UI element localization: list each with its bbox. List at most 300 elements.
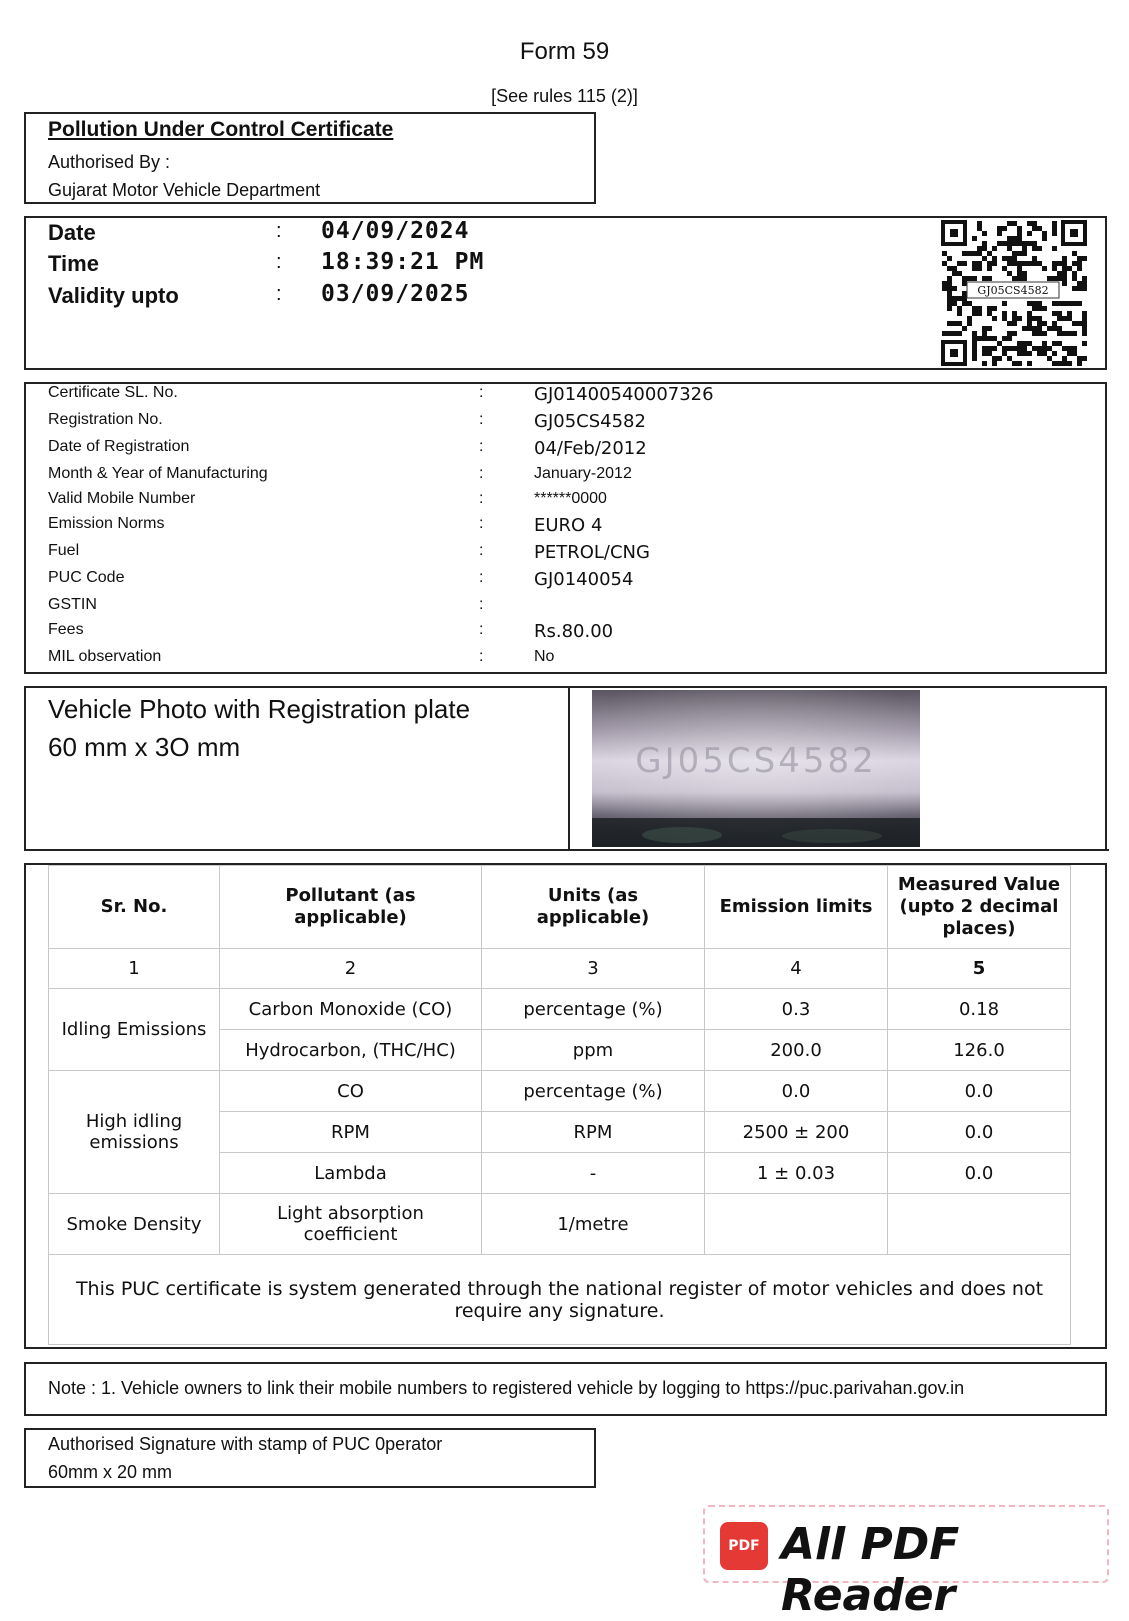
date-value: 04/09/2024 (321, 218, 470, 244)
qr-module (947, 256, 952, 261)
qr-module (1007, 256, 1012, 261)
detail-row (26, 542, 1105, 568)
qr-module (992, 261, 997, 266)
qr-module (1082, 256, 1087, 261)
qr-module (1037, 346, 1042, 351)
qr-module (972, 261, 977, 266)
note-text: Note : 1. Vehicle owners to link their mobile numbers to registered vehicle by logging to https://puc.parivahan.gov.in (48, 1378, 965, 1398)
qr-module (1057, 341, 1062, 346)
qr-module (947, 296, 952, 301)
qr-module (1062, 356, 1067, 361)
qr-module (952, 301, 957, 306)
qr-module (1032, 316, 1037, 321)
qr-module (1017, 361, 1022, 366)
detail-colon: : (479, 621, 484, 638)
qr-module (1032, 331, 1037, 336)
table-row (49, 1194, 1071, 1255)
qr-module (972, 306, 977, 311)
qr-module (977, 226, 982, 231)
pollutant-cell: Hydrocarbon, (THC/HC) (220, 1030, 482, 1071)
qr-module (957, 311, 962, 316)
qr-module (1027, 311, 1032, 316)
detail-row (26, 621, 1105, 647)
qr-module (982, 351, 987, 356)
qr-module (992, 336, 997, 341)
qr-module (977, 336, 982, 341)
qr-module (1027, 231, 1032, 236)
qr-module (1072, 261, 1077, 266)
measured-cell: 0.0 (888, 1071, 1071, 1112)
qr-module (1082, 281, 1087, 286)
detail-row (26, 411, 1105, 437)
qr-module (1067, 346, 1072, 351)
qr-module (1007, 336, 1012, 341)
qr-module (1062, 281, 1067, 286)
qr-module (1012, 321, 1017, 326)
detail-colon: : (479, 411, 484, 428)
qr-module (972, 236, 977, 241)
qr-module (1082, 356, 1087, 361)
qr-module (1032, 221, 1037, 226)
qr-module (987, 251, 992, 256)
qr-module (972, 341, 977, 346)
unit-cell: percentage (%) (482, 1071, 705, 1112)
detail-value: 04/Feb/2012 (534, 438, 647, 459)
qr-module (952, 331, 957, 336)
detail-value: Rs.80.00 (534, 621, 614, 642)
qr-module (1057, 276, 1062, 281)
qr-module (1022, 241, 1027, 246)
qr-module (1017, 261, 1022, 266)
qr-module (1007, 321, 1012, 326)
qr-module (1042, 236, 1047, 241)
qr-module (1052, 231, 1057, 236)
qr-module (1002, 301, 1007, 306)
qr-module (987, 346, 992, 351)
qr-module (1027, 326, 1032, 331)
header-units: Units (as applicable) (482, 866, 705, 949)
qr-module (992, 361, 997, 366)
qr-module (1082, 316, 1087, 321)
qr-module (1007, 271, 1012, 276)
qr-module (947, 331, 952, 336)
qr-module (987, 261, 992, 266)
qr-module (1067, 351, 1072, 356)
qr-module (1022, 251, 1027, 256)
qr-module (1012, 276, 1017, 281)
qr-module (1017, 266, 1022, 271)
qr-module (972, 336, 977, 341)
form-title: Form 59 (519, 38, 610, 65)
qr-module (1027, 351, 1032, 356)
qr-module (942, 261, 947, 266)
qr-module (947, 281, 952, 286)
pollutant-cell: RPM (220, 1112, 482, 1153)
time-colon: : (276, 251, 282, 273)
qr-module (1082, 276, 1087, 281)
qr-module (962, 276, 967, 281)
qr-module (1072, 251, 1077, 256)
col-number-4: 4 (705, 949, 888, 989)
col-number-1: 1 (49, 949, 220, 989)
photo-box (24, 686, 1107, 851)
detail-value: No (534, 648, 555, 665)
qr-module (1007, 331, 1012, 336)
detail-label: Fuel (48, 542, 80, 559)
qr-module (957, 331, 962, 336)
qr-module (1057, 271, 1062, 276)
detail-value: January-2012 (534, 465, 632, 482)
emission-box (24, 863, 1107, 1349)
detail-row (26, 438, 1105, 464)
qr-module (947, 286, 952, 291)
qr-module (982, 346, 987, 351)
qr-module (1077, 256, 1082, 261)
qr-module (957, 306, 962, 311)
qr-module (1067, 331, 1072, 336)
qr-module (1032, 301, 1037, 306)
qr-module (942, 251, 947, 256)
qr-module (987, 336, 992, 341)
qr-module (1067, 266, 1072, 271)
qr-module (1017, 226, 1022, 231)
qr-module (997, 226, 1002, 231)
app-watermark (703, 1505, 1109, 1621)
qr-module (1022, 271, 1027, 276)
detail-value: GJ0140054 (534, 569, 634, 590)
qr-module (1022, 246, 1027, 251)
qr-module (972, 266, 977, 271)
department-name: Gujarat Motor Vehicle Department (48, 180, 321, 200)
qr-module (1052, 361, 1057, 366)
qr-module (947, 266, 952, 271)
qr-module (962, 251, 967, 256)
qr-module (992, 246, 997, 251)
qr-module (992, 316, 997, 321)
qr-module (947, 291, 952, 296)
qr-module (1057, 331, 1062, 336)
qr-module (967, 251, 972, 256)
qr-module (1062, 316, 1067, 321)
date-colon: : (276, 220, 282, 242)
details-box (24, 382, 1107, 674)
qr-module (977, 266, 982, 271)
measured-cell: 126.0 (888, 1030, 1071, 1071)
qr-module (982, 361, 987, 366)
qr-module (997, 241, 1002, 246)
qr-module (1027, 241, 1032, 246)
detail-value: GJ05CS4582 (534, 411, 646, 432)
qr-module (982, 326, 987, 331)
detail-colon: : (479, 596, 484, 613)
qr-module (1002, 226, 1007, 231)
qr-module (1082, 341, 1087, 346)
qr-module (967, 301, 972, 306)
qr-module (1052, 341, 1057, 346)
detail-colon: : (479, 490, 484, 507)
qr-module (987, 306, 992, 311)
qr-module (1007, 236, 1012, 241)
qr-module (1042, 266, 1047, 271)
qr-module (1082, 321, 1087, 326)
qr-module (1022, 276, 1027, 281)
qr-module (957, 271, 962, 276)
qr-module (1052, 301, 1057, 306)
form-rules: [See rules 115 (2)] (491, 86, 638, 106)
qr-module (1082, 311, 1087, 316)
detail-colon: : (479, 542, 484, 559)
qr-module (977, 261, 982, 266)
qr-module (1037, 226, 1042, 231)
detail-value: ******0000 (534, 490, 607, 507)
header-measured: Measured Value (upto 2 decimal places) (888, 866, 1071, 949)
limit-cell (705, 1194, 888, 1255)
qr-module (1027, 301, 1032, 306)
detail-colon: : (479, 384, 484, 401)
qr-module (1077, 286, 1082, 291)
qr-module (1012, 261, 1017, 266)
qr-module (977, 306, 982, 311)
watermark-text: All PDF Reader (781, 1519, 960, 1621)
qr-module (1042, 321, 1047, 326)
qr-module (1072, 276, 1077, 281)
qr-module (1077, 261, 1082, 266)
qr-module (1052, 276, 1057, 281)
qr-module (1037, 301, 1042, 306)
qr-module (1077, 361, 1082, 366)
qr-module (1062, 276, 1067, 281)
qr-module (1047, 356, 1052, 361)
qr-module (957, 321, 962, 326)
detail-row (26, 465, 1105, 491)
qr-module (977, 311, 982, 316)
qr-module (967, 276, 972, 281)
unit-cell: percentage (%) (482, 989, 705, 1030)
col-number-5: 5 (888, 949, 1071, 989)
qr-module (997, 341, 1002, 346)
qr-module (952, 266, 957, 271)
qr-module (982, 276, 987, 281)
detail-value: GJ01400540007326 (534, 384, 714, 405)
date-label: Date (48, 220, 96, 245)
unit-cell: RPM (482, 1112, 705, 1153)
qr-module (1052, 246, 1057, 251)
qr-module (1072, 271, 1077, 276)
qr-module (987, 276, 992, 281)
validity-label: Validity upto (48, 283, 179, 308)
qr-module (1012, 221, 1017, 226)
group-high-idling: High idling emissions (49, 1071, 220, 1194)
qr-module (977, 221, 982, 226)
limit-cell: 2500 ± 200 (705, 1112, 888, 1153)
qr-module (1012, 331, 1017, 336)
qr-module (1037, 331, 1042, 336)
qr-module (1062, 361, 1067, 366)
detail-label: PUC Code (48, 569, 125, 586)
qr-module (1047, 326, 1052, 331)
qr-module (1077, 281, 1082, 286)
qr-module (1052, 311, 1057, 316)
qr-module (1007, 346, 1012, 351)
qr-module (1072, 331, 1077, 336)
qr-module (1067, 316, 1072, 321)
qr-module (1062, 271, 1067, 276)
qr-module (1052, 261, 1057, 266)
qr-module (1017, 341, 1022, 346)
detail-row (26, 596, 1105, 622)
qr-module (1072, 346, 1077, 351)
emission-table (48, 865, 1071, 1345)
header-limits: Emission limits (705, 866, 888, 949)
qr-module (1037, 321, 1042, 326)
detail-colon: : (479, 569, 484, 586)
qr-module (1082, 326, 1087, 331)
qr-module (1022, 346, 1027, 351)
measured-cell: 0.18 (888, 989, 1071, 1030)
qr-module (947, 321, 952, 326)
detail-value: EURO 4 (534, 515, 603, 536)
qr-module (1012, 346, 1017, 351)
qr-module (1007, 261, 1012, 266)
qr-module (1032, 346, 1037, 351)
qr-module (952, 321, 957, 326)
pdf-icon: PDF (720, 1522, 768, 1570)
validity-value: 03/09/2025 (321, 281, 470, 307)
qr-module (972, 351, 977, 356)
detail-label: Valid Mobile Number (48, 490, 196, 507)
qr-module (1007, 356, 1012, 361)
detail-label: Date of Registration (48, 438, 190, 455)
qr-module (1047, 276, 1052, 281)
detail-row (26, 384, 1105, 410)
qr-module (1037, 351, 1042, 356)
qr-module (982, 241, 987, 246)
qr-module (1027, 361, 1032, 366)
qr-module (982, 331, 987, 336)
qr-module (1062, 256, 1067, 261)
table-row (49, 1071, 1071, 1112)
qr-module (992, 306, 997, 311)
qr-module (957, 296, 962, 301)
qr-module (1017, 251, 1022, 256)
qr-module (1027, 261, 1032, 266)
qr-module (1027, 341, 1032, 346)
qr-module (982, 231, 987, 236)
limit-cell: 0.3 (705, 989, 888, 1030)
qr-module (1012, 251, 1017, 256)
qr-module (972, 311, 977, 316)
qr-module (1017, 241, 1022, 246)
header-sr-no: Sr. No. (49, 866, 220, 949)
qr-module (1002, 241, 1007, 246)
qr-module (962, 326, 967, 331)
qr-module (1057, 301, 1062, 306)
qr-module (1022, 261, 1027, 266)
qr-module (1062, 346, 1067, 351)
group-idling: Idling Emissions (49, 989, 220, 1071)
unit-cell: ppm (482, 1030, 705, 1071)
qr-module (1017, 316, 1022, 321)
qr-module (1017, 276, 1022, 281)
qr-module (1002, 351, 1007, 356)
qr-module (1042, 351, 1047, 356)
limit-cell: 200.0 (705, 1030, 888, 1071)
qr-module (1017, 231, 1022, 236)
qr-module (1037, 326, 1042, 331)
qr-module (1022, 341, 1027, 346)
table-row (49, 989, 1071, 1030)
qr-module (1072, 351, 1077, 356)
qr-module (1072, 286, 1077, 291)
qr-module (972, 346, 977, 351)
qr-module (1037, 246, 1042, 251)
qr-module (1052, 266, 1057, 271)
validity-colon: : (276, 283, 282, 305)
authority-box (24, 112, 596, 204)
certificate-title: Pollution Under Control Certificate (48, 118, 394, 141)
qr-module (1067, 361, 1072, 366)
signature-box (24, 1428, 596, 1488)
qr-module (1072, 321, 1077, 326)
qr-module (962, 301, 967, 306)
qr-module (957, 261, 962, 266)
detail-row (26, 515, 1105, 541)
qr-module (987, 311, 992, 316)
qr-module (1082, 331, 1087, 336)
qr-module (1022, 326, 1027, 331)
pollutant-cell: Light absorption coefficient (220, 1194, 482, 1255)
qr-module (1037, 316, 1042, 321)
detail-row (26, 490, 1105, 516)
qr-module (1052, 226, 1057, 231)
qr-module (1032, 226, 1037, 231)
qr-module (1037, 306, 1042, 311)
time-label: Time (48, 251, 99, 276)
vehicle-plate-photo (592, 690, 920, 847)
qr-module (982, 256, 987, 261)
qr-module (942, 281, 947, 286)
pollutant-cell: Lambda (220, 1153, 482, 1194)
qr-module (1077, 301, 1082, 306)
qr-module (1062, 266, 1067, 271)
detail-colon: : (479, 465, 484, 482)
qr-module (967, 316, 972, 321)
qr-module (992, 256, 997, 261)
qr-module (1002, 346, 1007, 351)
qr-module (1002, 256, 1007, 261)
qr-module (1027, 321, 1032, 326)
unit-cell: - (482, 1153, 705, 1194)
qr-module (1057, 361, 1062, 366)
qr-module (962, 296, 967, 301)
qr-module (1042, 341, 1047, 346)
qr-module (1007, 221, 1012, 226)
qr-module (967, 321, 972, 326)
time-value: 18:39:21 PM (321, 249, 485, 275)
qr-module (1067, 301, 1072, 306)
qr-module (1052, 321, 1057, 326)
col-number-3: 3 (482, 949, 705, 989)
qr-module (1002, 266, 1007, 271)
detail-label: MIL observation (48, 648, 162, 665)
qr-module (1012, 361, 1017, 366)
qr-module (987, 266, 992, 271)
qr-module (1012, 316, 1017, 321)
qr-module (972, 251, 977, 256)
qr-module (982, 336, 987, 341)
qr-module (1027, 316, 1032, 321)
qr-module (1032, 326, 1037, 331)
